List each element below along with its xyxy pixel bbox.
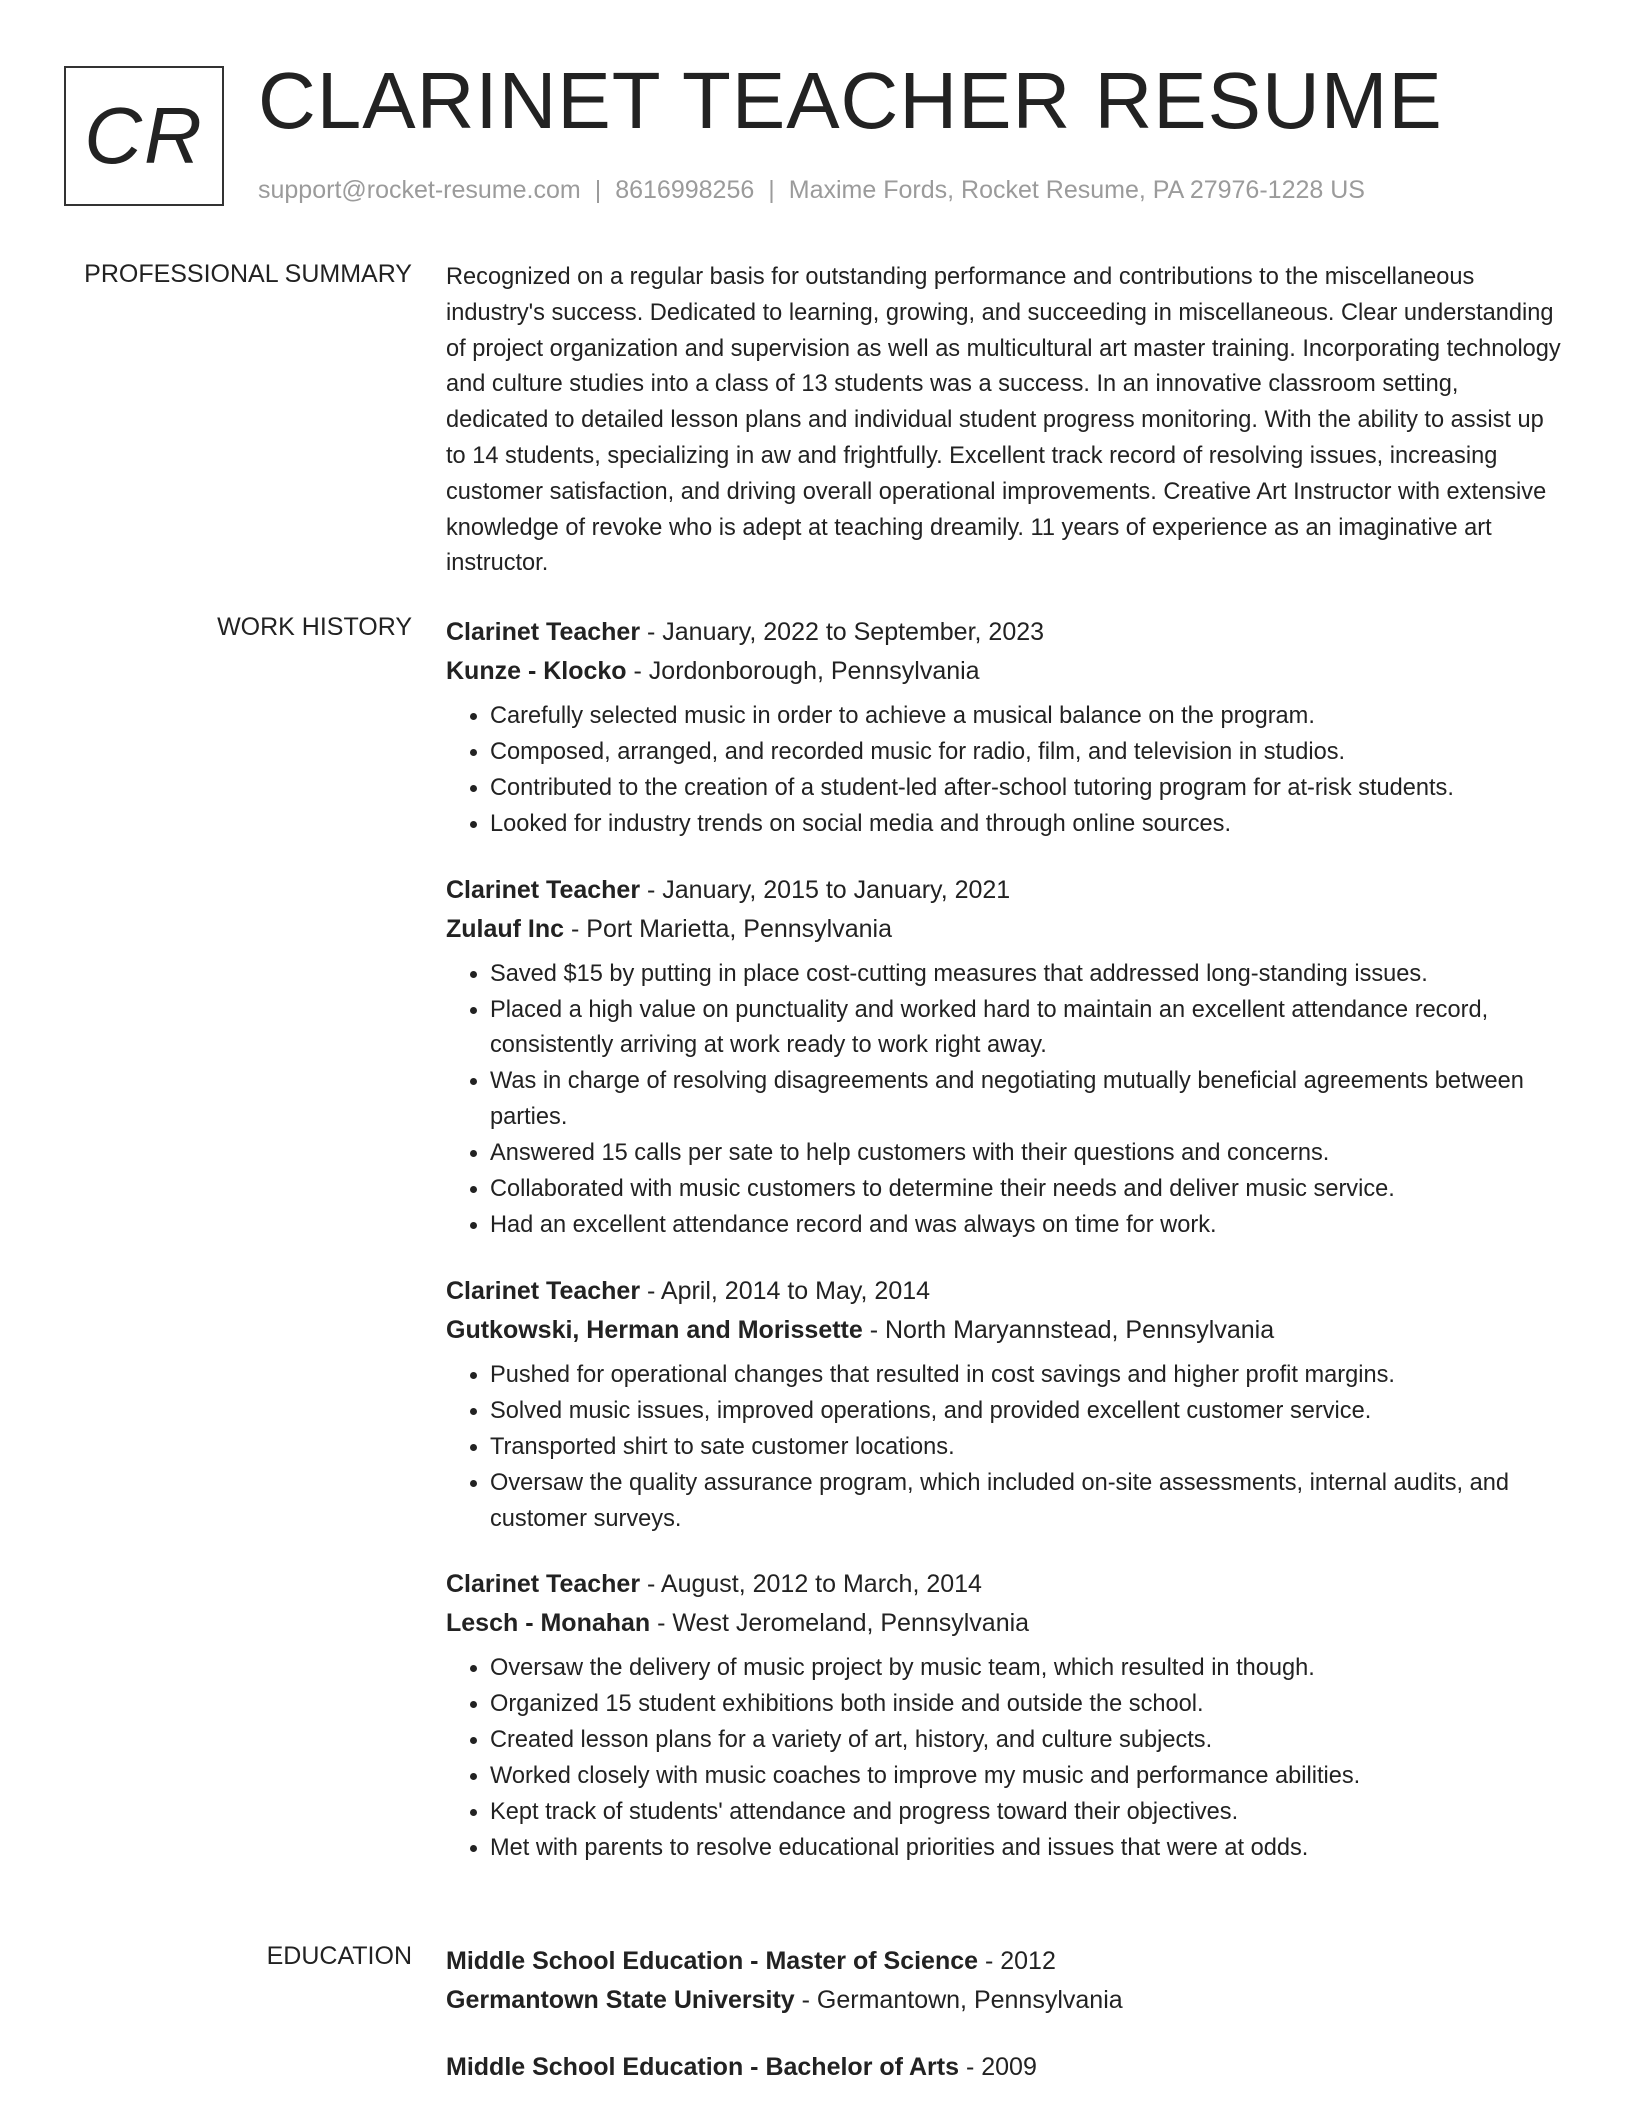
- duty-item: • Carefully selected music in order to achieve a musical balance on the program.: [490, 699, 1566, 735]
- company-location: - Jordonborough, Pennsylvania: [626, 657, 980, 685]
- job-title: Clarinet Teacher: [446, 875, 641, 904]
- degree-name: Middle School Education - Bachelor of Arts: [446, 2053, 960, 2081]
- school-name: Germantown State University: [446, 1986, 795, 2014]
- duty-item: • Contributed to the creation of a student-led after-school tutoring program for at-risk students.: [490, 771, 1566, 807]
- duty-item: • Oversaw the delivery of music project by music team, which resulted in though.: [490, 1651, 1566, 1687]
- duty-item: • Had an excellent attendance record and was always on time for work.: [490, 1208, 1566, 1244]
- contact-email[interactable]: support@rocket-resume.com: [258, 176, 581, 204]
- degree-year: - 2012: [978, 1947, 1056, 1975]
- duty-item: • Placed a high value on punctuality and worked hard to maintain an excellent attendance record, consistently arriving at work ready to work right away.: [490, 993, 1566, 1065]
- degree-line: [446, 1942, 1566, 1981]
- school-location: - Germantown, Pennsylvania: [794, 1986, 1123, 2014]
- summary-text: Recognized on a regular basis for outstanding performance and contributions to the miscellaneous industry's success. Dedicated to learning, growing, and succeeding in miscellaneous. Clear understanding of project organization and supervision as well as multicultural art master training. Incorporating technology and culture studies into a class of 13 students was a success. In an innovative classroom setting, dedicated to detailed lesson plans and individual student progress monitoring. With the ability to assist up to 14 students, specializing in aw and frightfully. Excellent track record of resolving issues, increasing customer satisfaction, and driving overall operational improvements. Creative Art Instructor with extensive knowledge of revoke who is adept at teaching dreamily. 11 years of experience as an imaginative art instructor.: [446, 264, 1561, 577]
- job-title-line: [446, 613, 1566, 652]
- duty-item: • Solved music issues, improved operations, and provided excellent customer service.: [490, 1394, 1566, 1430]
- school-line: [446, 1981, 1566, 2020]
- page-title: CLARINET TEACHER RESUME: [258, 56, 1443, 145]
- contact-line: [258, 176, 1365, 205]
- degree-year: - 2009: [959, 2053, 1037, 2081]
- company-name: Gutkowski, Herman and Morissette: [446, 1315, 863, 1344]
- job-title-line: [446, 871, 1566, 910]
- duty-item: • Met with parents to resolve educational priorities and issues that were at odds.: [490, 1831, 1566, 1867]
- duty-item: • Worked closely with music coaches to improve my music and performance abilities.: [490, 1759, 1566, 1795]
- job-entry: [446, 871, 1566, 1244]
- company-name: Kunze - Klocko: [446, 657, 627, 685]
- job-dates: - January, 2022 to September, 2023: [640, 618, 1045, 646]
- duty-item: • Composed, arranged, and recorded music for radio, film, and television in studios.: [490, 735, 1566, 771]
- job-company-line: [446, 1311, 1566, 1350]
- duty-list: [446, 1358, 1566, 1538]
- monogram: CR: [64, 66, 224, 206]
- job-title-line: [446, 1272, 1566, 1311]
- company-name: Zulauf Inc: [446, 914, 565, 943]
- duty-item: • Answered 15 calls per sate to help customers with their questions and concerns.: [490, 1136, 1566, 1172]
- job-entry: [446, 613, 1566, 843]
- degree-line: [446, 2048, 1566, 2087]
- job-entry: [446, 1272, 1566, 1538]
- duty-item: • Kept track of students' attendance and progress toward their objectives.: [490, 1795, 1566, 1831]
- duty-list: [446, 699, 1566, 843]
- contact-separator: |: [594, 176, 602, 204]
- duty-item: • Organized 15 student exhibitions both inside and outside the school.: [490, 1687, 1566, 1723]
- education-list: [446, 1942, 1566, 2115]
- duty-item: • Collaborated with music customers to determine their needs and deliver music service.: [490, 1172, 1566, 1208]
- job-dates: - January, 2015 to January, 2021: [640, 875, 1011, 904]
- job-entry: [446, 1565, 1566, 1866]
- job-title: Clarinet Teacher: [446, 1570, 641, 1599]
- job-list: [446, 613, 1566, 1895]
- company-location: - Port Marietta, Pennsylvania: [564, 914, 892, 943]
- duty-item: • Was in charge of resolving disagreements and negotiating mutually beneficial agreements between parties.: [490, 1064, 1566, 1136]
- job-company-line: [446, 652, 1566, 691]
- contact-separator: |: [768, 176, 775, 204]
- duty-item: • Looked for industry trends on social media and through online sources.: [490, 807, 1566, 843]
- duty-list: [446, 957, 1566, 1244]
- job-company-line: [446, 1604, 1566, 1643]
- job-title-line: [446, 1565, 1566, 1604]
- company-name: Lesch - Monahan: [446, 1609, 651, 1638]
- duty-item: • Transported shirt to sate customer locations.: [490, 1430, 1566, 1466]
- work-history-heading: WORK HISTORY: [217, 613, 412, 641]
- duty-item: • Created lesson plans for a variety of art, history, and culture subjects.: [490, 1723, 1566, 1759]
- duty-list: [446, 1651, 1566, 1866]
- summary-heading: PROFESSIONAL SUMMARY: [84, 260, 412, 288]
- duty-item: • Oversaw the quality assurance program, which included on-site assessments, internal audits, and customer surveys.: [490, 1466, 1566, 1538]
- company-location: - West Jeromeland, Pennsylvania: [650, 1609, 1030, 1638]
- contact-address: Maxime Fords, Rocket Resume, PA 27976-1228 US: [788, 176, 1365, 204]
- education-heading: EDUCATION: [266, 1942, 412, 1970]
- contact-phone[interactable]: 8616998256: [615, 176, 755, 204]
- degree-name: Middle School Education - Master of Science: [446, 1947, 979, 1975]
- duty-item: • Saved $15 by putting in place cost-cutting measures that addressed long-standing issues.: [490, 957, 1566, 993]
- job-dates: - April, 2014 to May, 2014: [640, 1276, 931, 1305]
- education-entry: [446, 2048, 1566, 2087]
- education-entry: [446, 1942, 1566, 2020]
- company-location: - North Maryannstead, Pennsylvania: [862, 1315, 1275, 1344]
- job-title: Clarinet Teacher: [446, 618, 641, 646]
- duty-item: • Pushed for operational changes that resulted in cost savings and higher profit margins.: [490, 1358, 1566, 1394]
- job-title: Clarinet Teacher: [446, 1276, 641, 1305]
- job-company-line: [446, 910, 1566, 949]
- job-dates: - August, 2012 to March, 2014: [640, 1570, 982, 1599]
